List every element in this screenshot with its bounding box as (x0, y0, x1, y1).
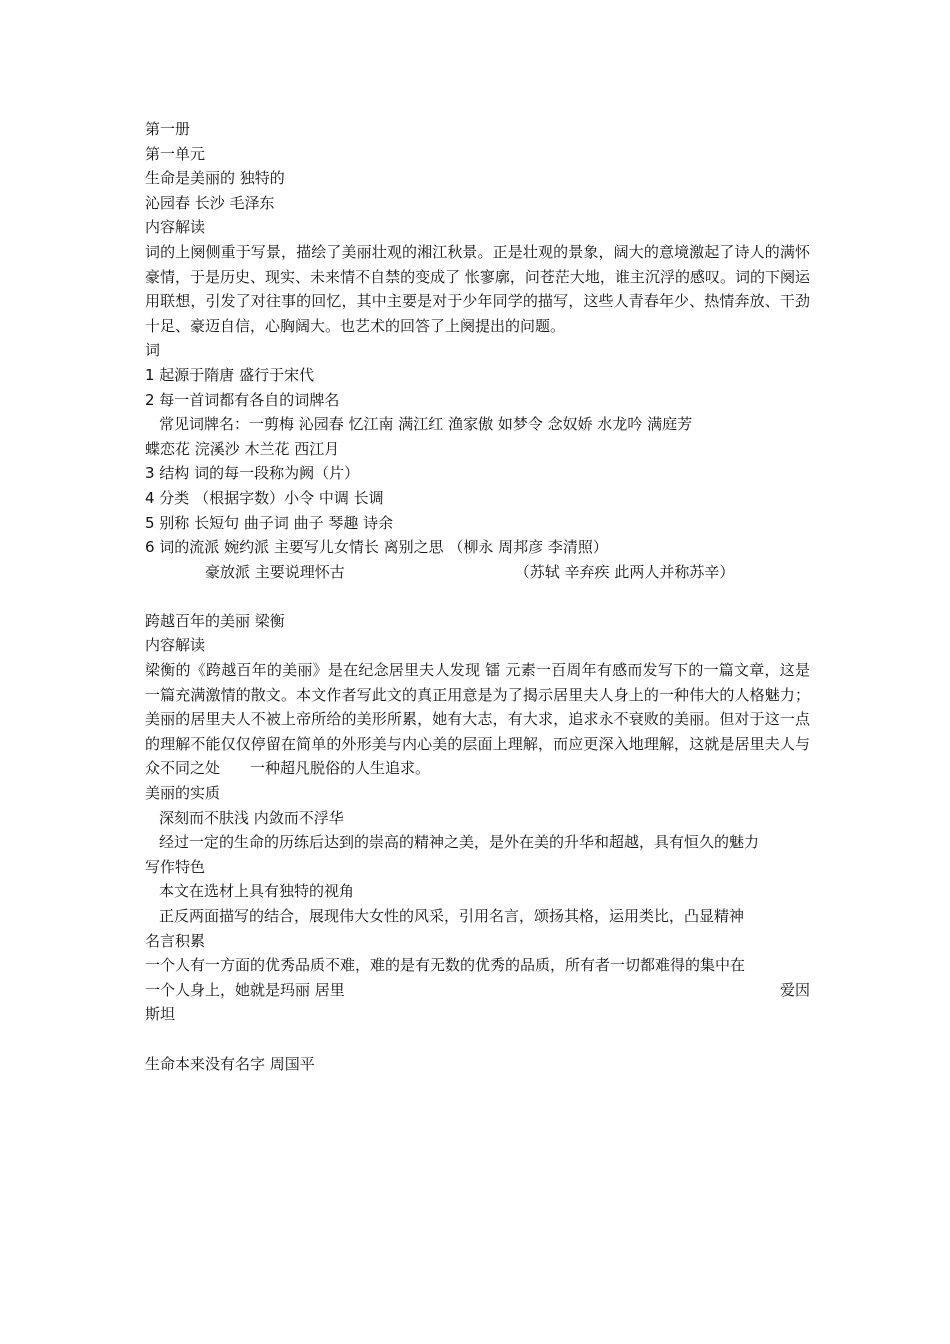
ci-item: 2 每一首词都有各自的词牌名 (145, 390, 340, 409)
ci-item: 1 起源于隋唐 盛行于宋代 (145, 365, 315, 384)
quote-author-start: 爱因 (779, 980, 810, 999)
writing-heading: 写作特色 (145, 857, 206, 876)
unit-theme: 生命是美丽的 独特的 (145, 169, 285, 188)
beauty-heading: 美丽的实质 (145, 784, 221, 803)
quote-text: 一个人身上，她就是玛丽 居里 (145, 980, 345, 999)
lesson2-title: 跨越百年的美丽 梁衡 (145, 611, 285, 630)
document-page (145, 117, 810, 1076)
haofang-label: 豪放派 主要说理怀古 (205, 562, 345, 581)
lesson2-reading-part2: 一种超凡脱俗的人生追求。 (250, 759, 431, 778)
blank-line (145, 1027, 810, 1052)
lesson2-reading (145, 658, 810, 781)
writing-line: 正反两面描写的结合，展现伟大女性的风采，引用名言，颂扬其格，运用类比，凸显精神 (159, 907, 745, 925)
lesson2-reading-part1: 梁衡的《跨越百年的美丽》是在纪念居里夫人发现 镭 元素一百周年有感而发写下的一篇文章，这是一篇充满激情的散文。本文作者写此文的真正用意是为了揭示居里夫人身上的一种伟大的人格魅力；美丽的居里夫人不被上帝所给的美形所累，她有大志，有大求，追求永不衰败的美丽。但对于这一点的理解不能仅仅停留在简单的外形美与内心美的层面上理解，而应更深入地理解，这就是居里夫人与众不同之处 (145, 661, 810, 778)
beauty-line: 深刻而不肤浅 内敛而不浮华 (159, 808, 344, 827)
lesson2-section-title: 内容解读 (145, 636, 206, 655)
ci-item: 蝶恋花 浣溪沙 木兰花 西江月 (145, 439, 340, 458)
ci-heading: 词 (145, 341, 161, 360)
quotes-heading: 名言积累 (145, 931, 206, 950)
haofang-line (145, 560, 810, 585)
ci-item: 5 别称 长短句 曲子词 曲子 琴趣 诗余 (145, 513, 394, 532)
beauty-line: 经过一定的生命的历练后达到的崇高的精神之美，是外在美的升华和超越，具有恒久的魅力 (159, 833, 760, 852)
quote-author-end: 斯坦 (145, 1005, 176, 1024)
lesson1-reading: 词的上阕侧重于写景，描绘了美丽壮观的湘江秋景。正是壮观的景象，阔大的意境激起了诗人的满怀豪情，于是历史、现实、未来情不自禁的变成了 怅寥廓，问苍茫大地，谁主沉浮的感叹。词的下阕运用联想，引发了对往事的回忆，其中主要是对于少年同学的描写，这些人青春年少、热情奔放、干劲十足、豪迈自信，心胸阔大。也艺术的回答了上阕提出的问题。 (145, 242, 810, 335)
book-title: 第一册 (145, 120, 191, 138)
ci-item: 常见词牌名：一剪梅 沁园春 忆江南 满江红 渔家傲 如梦令 念奴娇 水龙吟 满庭芳 (159, 415, 693, 434)
lesson1-title: 沁园春 长沙 毛泽东 (145, 193, 275, 212)
lesson1-section-title: 内容解读 (145, 218, 206, 237)
ci-item: 3 结构 词的每一段称为阙（片） (145, 464, 360, 483)
quote-line (145, 978, 810, 1003)
unit-title: 第一单元 (145, 144, 206, 163)
quote-line: 一个人有一方面的优秀品质不难，难的是有无数的优秀的品质，所有者一切都难得的集中在 (145, 956, 746, 975)
ci-item: 4 分类 （根据字数）小令 中调 长调 (145, 488, 384, 507)
lesson3-title: 生命本来没有名字 周国平 (145, 1054, 315, 1073)
ci-item: 6 词的流派 婉约派 主要写儿女情长 离别之思 （柳永 周邦彦 李清照） (145, 538, 608, 557)
blank-line (145, 584, 810, 609)
writing-line: 本文在选材上具有独特的视角 (159, 882, 355, 901)
haofang-authors: （苏轼 辛弃疾 此两人并称苏辛） (514, 562, 735, 581)
